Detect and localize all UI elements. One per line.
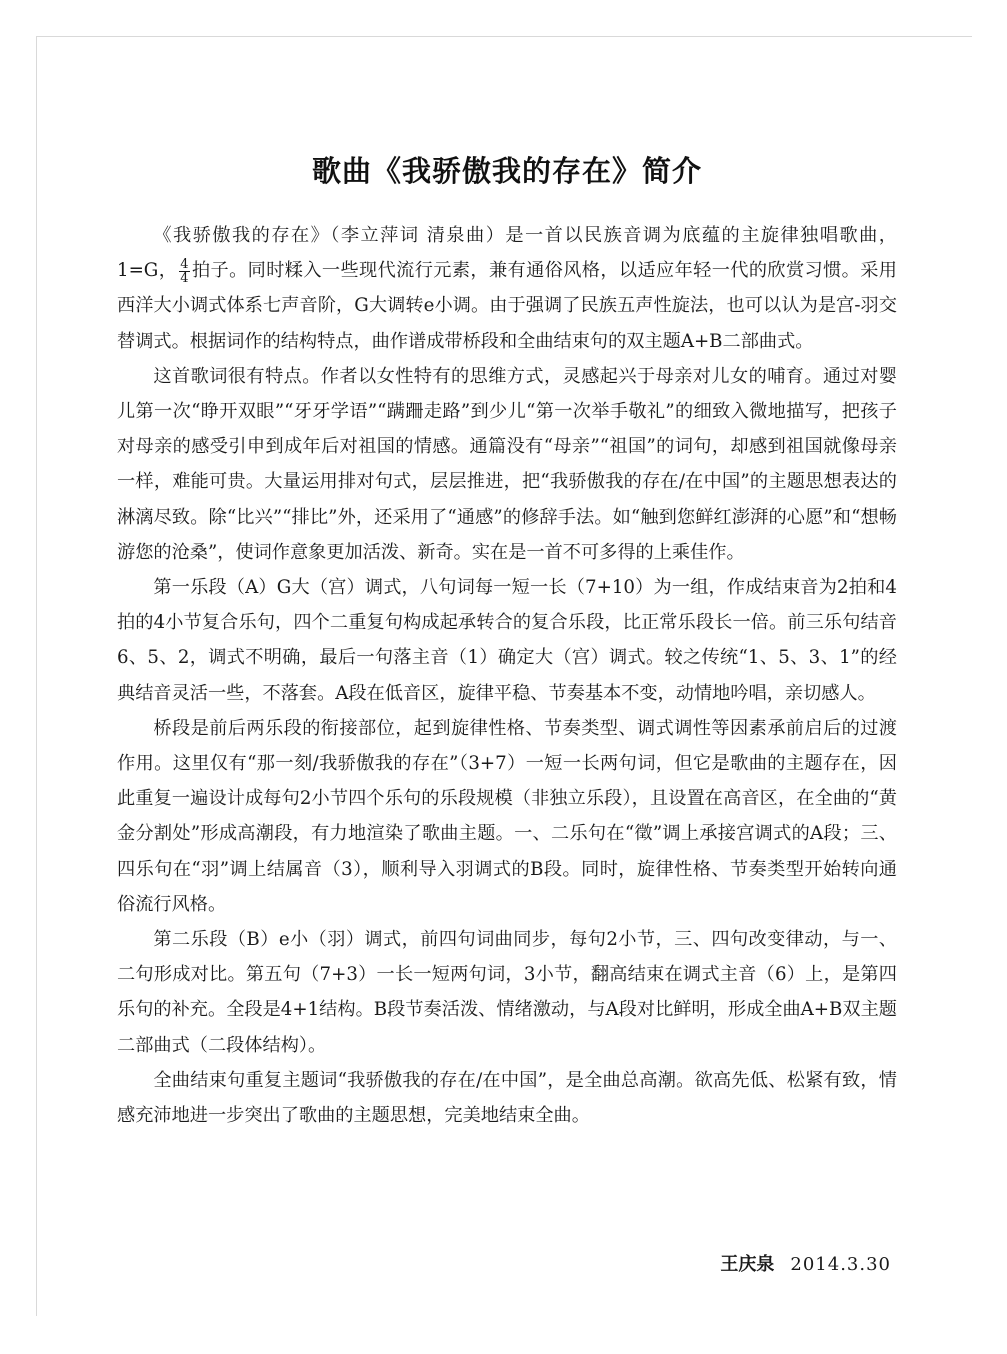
page-border-left <box>36 36 37 1316</box>
paragraph-lyrics: 这首歌词很有特点。作者以女性特有的思维方式，灵感起兴于母亲对儿女的哺育。通过对婴儿第一次“睁开双眼”“牙牙学语”“蹒跚走路”到少儿“第一次举手敬礼”的细致入微地描写，把孩子对母亲的感受引申到成年后对祖国的情感。通篇没有“母亲”“祖国”的词句，却感到祖国就像母亲一样，难能可贵。大量运用排对句式，层层推进，把“我骄傲我的存在/在中国”的主题思想表达的淋漓尽致。除“比兴”“排比”外，还采用了“通感”的修辞手法。如“触到您鲜红澎湃的心愿”和“想畅游您的沧桑”，使词作意象更加活泼、新奇。实在是一首不可多得的上乘佳作。 <box>117 365 897 563</box>
fraction-numerator: 4 <box>180 256 189 272</box>
paragraph-section-a: 第一乐段（A）G大（宫）调式，八句词每一短一长（7+10）为一组，作成结束音为2拍和4拍的4小节复合乐句，四个二重复句构成起承转合的复合乐段，比正常乐段长一倍。前三乐句结音6、5、2，调式不明确，最后一句落主音（1）确定大（宫）调式。较之传统“1、5、3、1”的经典结音灵活一些，不落套。A段在低音区，旋律平稳、节奏基本不变，动情地吟唱，亲切感人。 <box>117 577 897 704</box>
signature-date: 2014.3.30 <box>790 1254 891 1275</box>
paragraph-ending: 全曲结束句重复主题词“我骄傲我的存在/在中国”，是全曲总高潮。欲高先低、松紧有致，情感充沛地进一步突出了歌曲的主题思想，完美地结束全曲。 <box>117 1069 897 1127</box>
paragraph-bridge: 桥段是前后两乐段的衔接部位，起到旋律性格、节奏类型、调式调性等因素承前启后的过渡作用。这里仅有“那一刻/我骄傲我的存在”（3+7）一短一长两句词，但它是歌曲的主题存在，因此重复一遍设计成每句2小节四个乐句的乐段规模（非独立乐段），且设置在高音区，在全曲的“黄金分割处”形成高潮段，有力地渲染了歌曲主题。一、二乐句在“徵”调上承接宫调式的A段；三、四乐句在“羽”调上结属音（3），顺利导入羽调式的B段。同时，旋律性格、节奏类型开始转向通俗流行风格。 <box>117 717 897 915</box>
time-signature-fraction <box>179 258 189 285</box>
article <box>117 148 897 1133</box>
paragraph-intro-text-start: 《我骄傲我的存在》（李立萍词 清泉曲）是一首以民族音调为底蕴的主旋律独唱歌曲，1=G， <box>117 225 897 282</box>
paragraph-intro <box>117 218 897 359</box>
article-title: 歌曲《我骄傲我的存在》简介 <box>311 154 702 188</box>
paragraph-intro-text-end: 拍子。同时糅入一些现代流行元素，兼有通俗风格，以适应年轻一代的欣赏习惯。采用西洋大小调式体系七声音阶，G大调转e小调。由于强调了民族五声性旋法，也可以认为是宫-羽交替调式。根据词作的结构特点，曲作谱成带桥段和全曲结束句的双主题A+B二部曲式。 <box>117 260 897 352</box>
page-border-top <box>36 36 972 37</box>
paragraph-section-b: 第二乐段（B）e小（羽）调式，前四句词曲同步，每句2小节，三、四句改变律动，与一、二句形成对比。第五句（7+3）一长一短两句词，3小节，翻高结束在调式主音（6）上，是第四乐句的补充。全段是4+1结构。B段节奏活泼、情绪激动，与A段对比鲜明，形成全曲A+B双主题二部曲式（二段体结构）。 <box>117 929 897 1056</box>
signature <box>720 1252 891 1278</box>
fraction-denominator: 4 <box>180 270 189 286</box>
signature-author: 王庆泉 <box>720 1254 775 1275</box>
